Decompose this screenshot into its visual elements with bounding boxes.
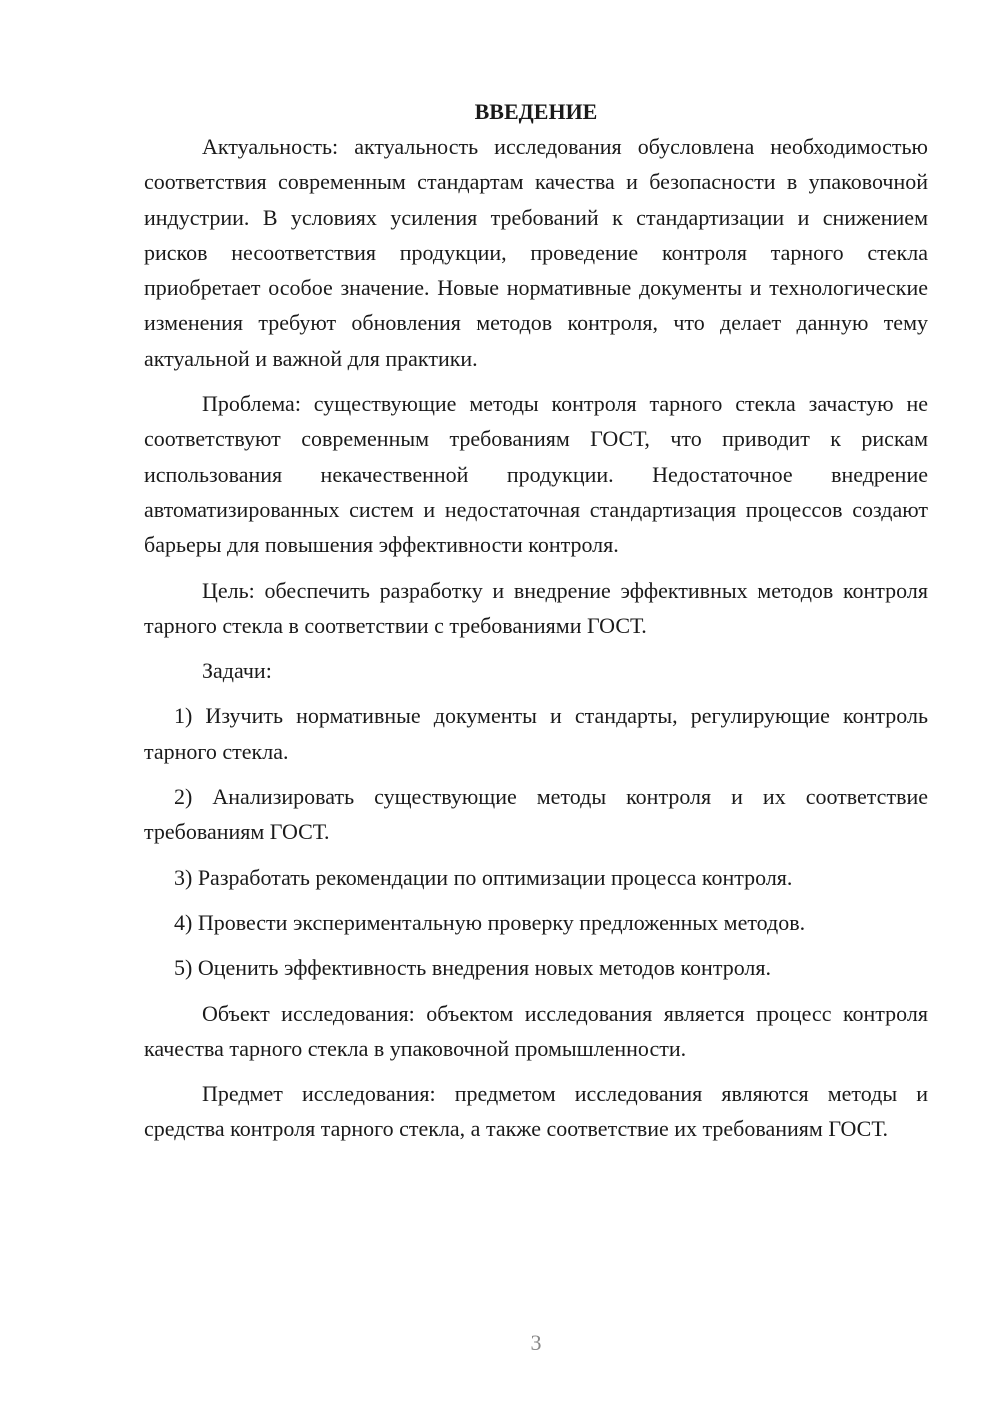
task-item: 4) Провести экспериментальную проверку предложенных методов. [174,909,806,935]
relevance-paragraph: Актуальность: актуальность исследования обусловлена необходимостью соответствия современным стандартам качества и безопасности в упаковочной индустрии. В условиях усиления требований к стандартизации и снижением рисков несоответствия продукции, проведение контроля тарного стекла приобретает особое значение. Новые нормативные документы и технологические изменения требуют обновления методов контроля, что делает данную тему актуальной и важной для практики. [144,134,928,371]
tasks-heading: Задачи: [202,658,272,684]
task-item: 3) Разработать рекомендации по оптимизации процесса контроля. [174,864,793,890]
section-title: ВВЕДЕНИЕ [474,99,598,124]
problem-paragraph: Проблема: существующие методы контроля тарного стекла зачастую не соответствуют современным требованиям ГОСТ, что приводит к рискам использования некачественной продукции. Недостаточное внедрение автоматизированных систем и недостаточная стандартизация процессов создают барьеры для повышения эффективности контроля. [144,391,928,558]
task-item: 2) Анализировать существующие методы контроля и их соответствие требованиям ГОСТ. [144,784,928,845]
page-number: 3 [530,1330,542,1355]
task-item: 1) Изучить нормативные документы и стандарты, регулирующие контроль тарного стекла. [144,703,928,764]
goal-paragraph: Цель: обеспечить разработку и внедрение эффективных методов контроля тарного стекла в соответствии с требованиями ГОСТ. [144,577,928,638]
document-page [144,94,928,1157]
task-item: 5) Оценить эффективность внедрения новых методов контроля. [174,955,772,981]
subject-paragraph: Предмет исследования: предметом исследования являются методы и средства контроля тарного стекла, а также соответствие их требованиям ГОСТ. [144,1081,928,1142]
object-paragraph: Объект исследования: объектом исследования является процесс контроля качества тарного стекла в упаковочной промышленности. [144,1000,928,1061]
